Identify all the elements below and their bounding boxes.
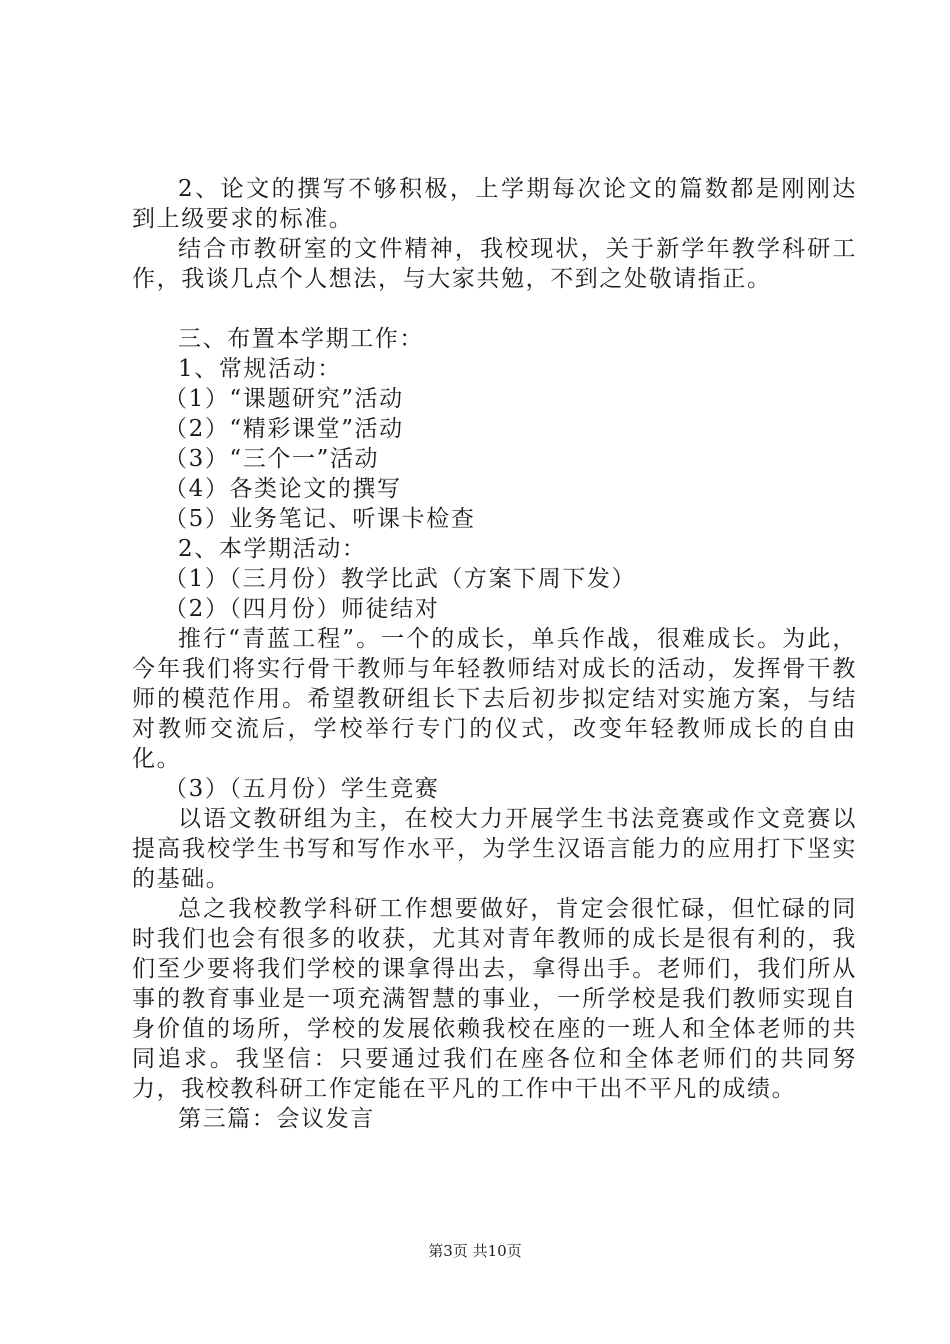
paragraph-spacer (132, 294, 857, 324)
paragraph-third-chapter-title: 第三篇：会议发言 (178, 1106, 375, 1132)
list-item-wonderful-classroom: （2）“精彩课堂”活动 (164, 416, 404, 442)
paragraph-paper-writing: 2、论文的撰写不够积极，上学期每次论文的篇数都是刚刚达到上级要求的标准。 (132, 176, 857, 232)
subheading-semester-activities: 2、本学期活动： (178, 536, 367, 562)
paragraph-blue-project: 推行“青蓝工程”。一个的成长，单兵作战，很难成长。为此，今年我们将实行骨干教师与年轻教师结对成长的活动，发挥骨干教师的模范作用。希望教研组长下去后初步拟定结对实施方案，与结对教师交流后，学校举行专门的仪式，改变年轻教师成长的自由化。 (132, 626, 857, 772)
document-body (132, 174, 857, 1134)
list-item-notes-check: （5）业务笔记、听课卡检查 (164, 506, 476, 532)
paragraph-chinese-group: 以语文教研组为主，在校大力开展学生书法竞赛或作文竞赛以提高我校学生书写和写作水平，为学生汉语言能力的应用打下坚实的基础。 (132, 806, 857, 892)
paragraph-combined-spirit: 结合市教研室的文件精神，我校现状，关于新学年教学科研工作，我谈几点个人想法，与大家共勉，不到之处敬请指正。 (132, 236, 857, 292)
list-item-paper-writing: （4）各类论文的撰写 (164, 476, 402, 502)
page-footer: 第3页 共10页 (428, 1242, 522, 1260)
subheading-routine-activities: 1、常规活动： (178, 356, 342, 382)
paragraph-conclusion: 总之我校教学科研工作想要做好，肯定会很忙碌，但忙碌的同时我们也会有很多的收获，尤其对青年教师的成长是很有利的，我们至少要将我们学校的课拿得出去，拿得出手。老师们，我们所从事的教育事业是一项充满智慧的事业，一所学校是我们教师实现自身价值的场所，学校的发展依赖我校在座的一班人和全体老师的共同追求。我坚信：只要通过我们在座各位和全体老师们的共同努力，我校教科研工作定能在平凡的工作中干出不平凡的成绩。 (132, 896, 857, 1102)
list-item-student-competition: （3）（五月份）学生竞赛 (164, 776, 440, 802)
list-item-topic-research: （1）“课题研究”活动 (164, 386, 404, 412)
list-item-mentor-pairing: （2）（四月份）师徒结对 (164, 596, 440, 622)
section-heading-semester-work: 三、布置本学期工作： (178, 326, 424, 352)
list-item-three-ones: （3）“三个一”活动 (164, 446, 380, 472)
list-item-teaching-contest: （1）（三月份）教学比武（方案下周下发） (164, 566, 637, 592)
